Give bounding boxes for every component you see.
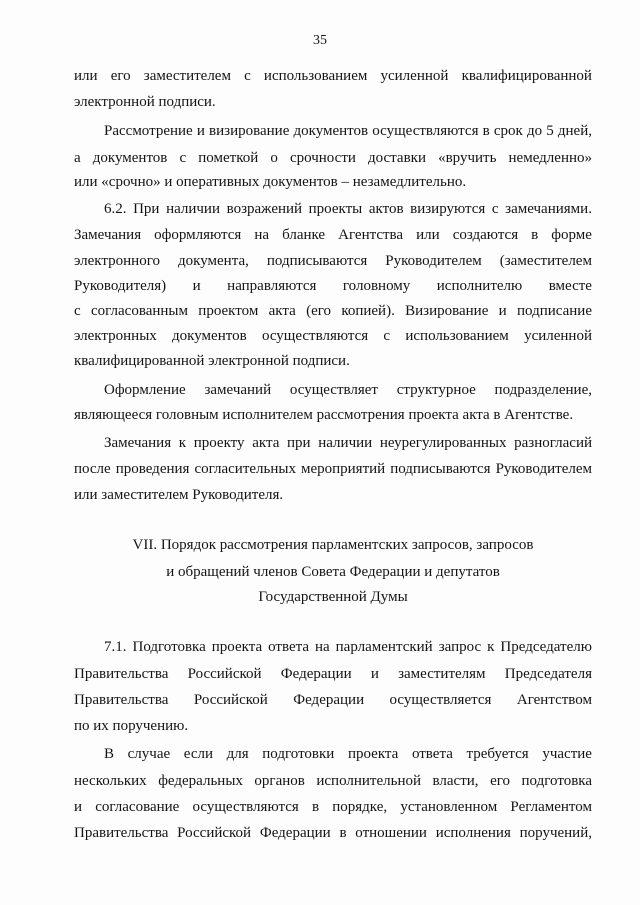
text-line: электронных документов осуществляются с использованием усиленной xyxy=(74,328,592,344)
text-line: электронного документа, подписываются Руководителем (заместителем xyxy=(74,253,592,269)
text-line: или его заместителем с использованием усиленной квалифицированной xyxy=(74,68,592,84)
text-line: В случае если для подготовки проекта ответа требуется участие xyxy=(104,746,592,762)
text-line: 6.2. При наличии возражений проекты актов визируются с замечаниями. xyxy=(104,201,592,217)
text-line: Правительства Российской Федерации в отношении исполнения поручений, xyxy=(74,825,592,841)
text-line: Замечания оформляются на бланке Агентства или создаются в форме xyxy=(74,227,592,243)
text-line: Правительства Российской Федерации и заместителям Председателя xyxy=(74,666,592,682)
text-line: и согласование осуществляются в порядке, установленном Регламентом xyxy=(74,799,592,815)
text-line: Правительства Российской Федерации осуществляется Агентством xyxy=(74,692,592,708)
text-line: или «срочно» и оперативных документов – незамедлительно. xyxy=(74,174,467,190)
text-line: с согласованным проектом акта (его копией). Визирование и подписание xyxy=(74,303,592,319)
text-line: Замечания к проекту акта при наличии неурегулированных разногласий xyxy=(104,435,592,451)
section-heading: и обращений членов Совета Федерации и депутатов xyxy=(166,564,500,580)
text-line: квалифицированной электронной подписи. xyxy=(74,353,350,369)
text-line: являющееся головным исполнителем рассмотрения проекта акта в Агентстве. xyxy=(74,407,574,423)
text-line: по их поручению. xyxy=(74,718,189,734)
text-line: нескольких федеральных органов исполнительной власти, его подготовка xyxy=(74,773,592,789)
section-heading: Государственной Думы xyxy=(258,589,408,605)
text-line: Оформление замечаний осуществляет структурное подразделение, xyxy=(104,382,592,398)
text-line: Руководителя) и направляются головному исполнителю вместе xyxy=(74,278,592,294)
text-line: Рассмотрение и визирование документов осуществляются в срок до 5 дней, xyxy=(104,123,592,139)
section-heading: VII. Порядок рассмотрения парламентских запросов, запросов xyxy=(132,537,534,553)
text-line: а документов с пометкой о срочности доставки «вручить немедленно» xyxy=(74,150,592,166)
text-line: 7.1. Подготовка проекта ответа на парламентский запрос к Председателю xyxy=(104,639,592,655)
page-number: 35 xyxy=(313,33,327,48)
text-line: электронной подписи. xyxy=(74,94,216,110)
text-line: после проведения согласительных мероприятий подписываются Руководителем xyxy=(74,461,592,477)
text-line: или заместителем Руководителя. xyxy=(74,487,284,503)
